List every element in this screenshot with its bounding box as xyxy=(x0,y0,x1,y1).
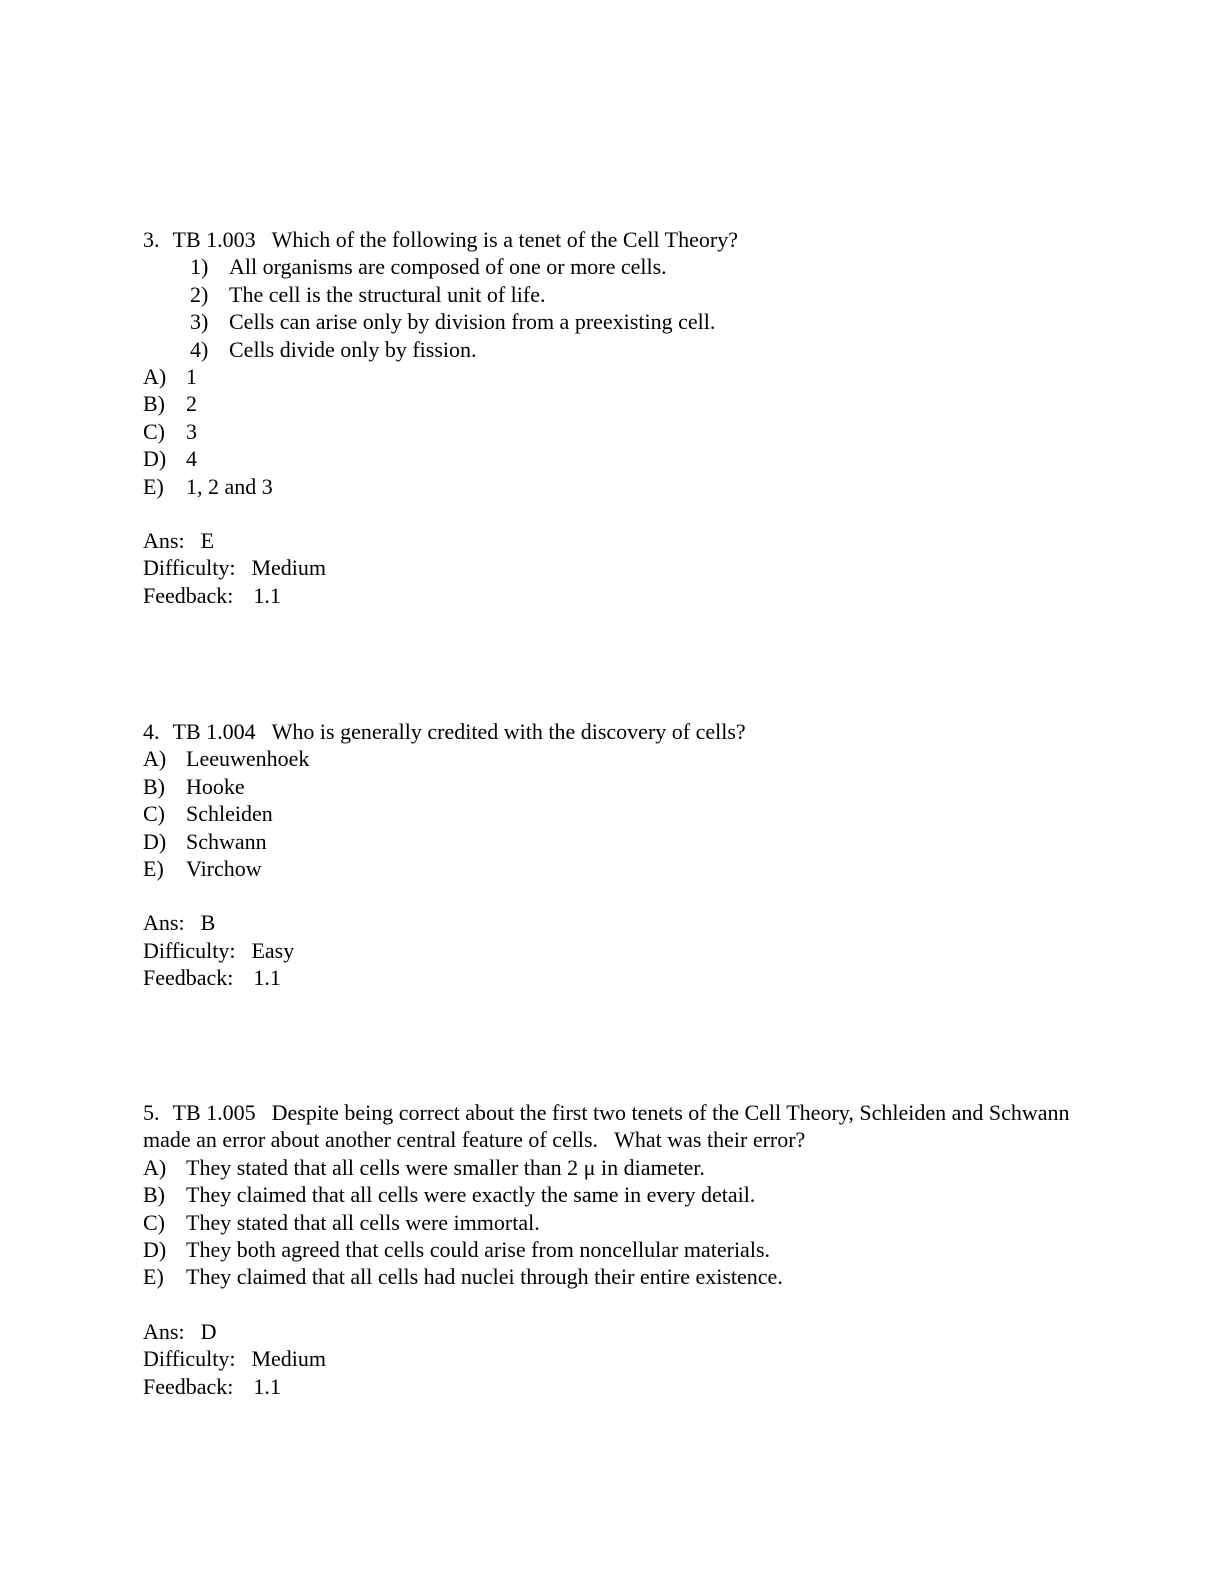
choice-list xyxy=(143,1154,1103,1291)
choice-letter: E) xyxy=(143,473,164,499)
question-text: Which of the following is a tenet of the Cell Theory? xyxy=(271,227,738,252)
feedback-label: Feedback: xyxy=(143,1373,234,1399)
question-5 xyxy=(143,1099,1103,1400)
choice-item xyxy=(143,1263,1103,1290)
statement-text: Cells divide only by fission. xyxy=(229,336,477,362)
answer-value: D xyxy=(200,1318,217,1344)
feedback-value: 1.1 xyxy=(253,1373,281,1399)
statement-item xyxy=(143,308,1103,335)
statement-text: All organisms are composed of one or more cells. xyxy=(229,254,667,280)
choice-item xyxy=(143,800,1103,827)
choice-letter: A) xyxy=(143,746,167,772)
statement-number: 3) xyxy=(190,309,209,335)
choice-text: 4 xyxy=(186,446,197,472)
feedback-row xyxy=(143,964,1103,991)
choice-text: They claimed that all cells had nuclei through their entire existence. xyxy=(186,1264,783,1290)
question-id: TB 1.004 xyxy=(172,719,256,744)
choice-text: Hooke xyxy=(186,773,245,799)
choice-text: 2 xyxy=(186,391,197,417)
statement-item xyxy=(143,253,1103,280)
question-text: Who is generally credited with the discovery of cells? xyxy=(271,719,746,744)
question-stem xyxy=(143,718,1103,745)
choice-text: Virchow xyxy=(186,856,262,882)
answer-meta xyxy=(143,909,1103,991)
answer-meta xyxy=(143,527,1103,609)
choice-text: Schwann xyxy=(186,828,267,854)
choice-letter: C) xyxy=(143,418,165,444)
statement-list xyxy=(143,253,1103,363)
difficulty-value: Easy xyxy=(251,937,295,963)
answer-label: Ans: xyxy=(143,528,185,554)
choice-item xyxy=(143,473,1103,500)
statement-number: 4) xyxy=(190,336,209,362)
choice-text: They claimed that all cells were exactly the same in every detail. xyxy=(186,1182,756,1208)
feedback-value: 1.1 xyxy=(253,965,281,991)
question-text: Despite being correct about the first two tenets of the Cell Theory, Schleiden and Schwann made an error about another central feature of cells. What was their error? xyxy=(143,1100,1076,1153)
choice-letter: C) xyxy=(143,801,165,827)
choice-letter: E) xyxy=(143,1264,164,1290)
answer-label: Ans: xyxy=(143,910,185,936)
statement-text: Cells can arise only by division from a preexisting cell. xyxy=(229,309,716,335)
feedback-row xyxy=(143,1373,1103,1400)
question-number: 3. xyxy=(143,227,160,252)
answer-row xyxy=(143,527,1103,554)
choice-list xyxy=(143,745,1103,882)
difficulty-label: Difficulty: xyxy=(143,1346,236,1372)
choice-letter: D) xyxy=(143,1237,167,1263)
question-stem xyxy=(143,226,1103,253)
choice-text: They stated that all cells were immortal. xyxy=(186,1209,540,1235)
choice-text: 3 xyxy=(186,418,197,444)
statement-item xyxy=(143,281,1103,308)
choice-item xyxy=(143,418,1103,445)
question-4 xyxy=(143,718,1103,992)
answer-value: E xyxy=(200,528,215,554)
choice-item xyxy=(143,855,1103,882)
choice-item xyxy=(143,1154,1103,1181)
statement-text: The cell is the structural unit of life. xyxy=(229,281,546,307)
choice-letter: D) xyxy=(143,828,167,854)
feedback-row xyxy=(143,582,1103,609)
choice-item xyxy=(143,445,1103,472)
choice-letter: A) xyxy=(143,364,167,390)
difficulty-value: Medium xyxy=(251,1346,327,1372)
answer-label: Ans: xyxy=(143,1318,185,1344)
statement-number: 2) xyxy=(190,281,209,307)
choice-item xyxy=(143,745,1103,772)
choice-text: They stated that all cells were smaller than 2 μ in diameter. xyxy=(186,1154,705,1180)
statement-item xyxy=(143,336,1103,363)
feedback-label: Feedback: xyxy=(143,965,234,991)
statement-number: 1) xyxy=(190,254,209,280)
choice-text: Schleiden xyxy=(186,801,273,827)
choice-letter: C) xyxy=(143,1209,165,1235)
choice-item xyxy=(143,363,1103,390)
choice-letter: D) xyxy=(143,446,167,472)
choice-item xyxy=(143,773,1103,800)
choice-text: 1 xyxy=(186,364,197,390)
difficulty-row xyxy=(143,937,1103,964)
choice-letter: B) xyxy=(143,773,165,799)
question-stem xyxy=(143,1099,1103,1154)
answer-row xyxy=(143,1318,1103,1345)
question-id: TB 1.003 xyxy=(172,227,256,252)
answer-value: B xyxy=(200,910,216,936)
question-3 xyxy=(143,226,1103,609)
difficulty-label: Difficulty: xyxy=(143,555,236,581)
choice-item xyxy=(143,390,1103,417)
difficulty-row xyxy=(143,554,1103,581)
choice-list xyxy=(143,363,1103,500)
choice-letter: B) xyxy=(143,391,165,417)
choice-letter: B) xyxy=(143,1182,165,1208)
difficulty-row xyxy=(143,1345,1103,1372)
answer-meta xyxy=(143,1318,1103,1400)
choice-text: 1, 2 and 3 xyxy=(186,473,273,499)
answer-row xyxy=(143,909,1103,936)
choice-item xyxy=(143,1181,1103,1208)
choice-item xyxy=(143,1209,1103,1236)
choice-text: Leeuwenhoek xyxy=(186,746,310,772)
choice-letter: E) xyxy=(143,856,164,882)
choice-item xyxy=(143,1236,1103,1263)
difficulty-label: Difficulty: xyxy=(143,937,236,963)
choice-letter: A) xyxy=(143,1154,167,1180)
choice-item xyxy=(143,828,1103,855)
question-number: 5. xyxy=(143,1100,160,1125)
feedback-label: Feedback: xyxy=(143,582,234,608)
choice-text: They both agreed that cells could arise from noncellular materials. xyxy=(186,1237,770,1263)
difficulty-value: Medium xyxy=(251,555,327,581)
feedback-value: 1.1 xyxy=(253,582,281,608)
question-id: TB 1.005 xyxy=(172,1100,256,1125)
question-number: 4. xyxy=(143,719,160,744)
